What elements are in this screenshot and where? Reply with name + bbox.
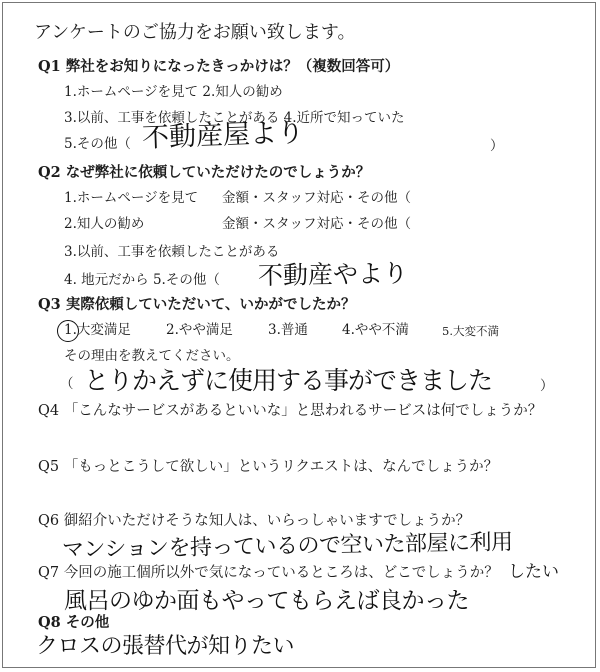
q6-question: Q6 御紹介いただけそうな知人は、いらっしゃいますでしょうか？ bbox=[38, 513, 471, 529]
q3-paren-open: （ bbox=[60, 376, 74, 392]
q2-option-1-reason: 金額・スタッフ対応・その他（ bbox=[222, 190, 411, 206]
q4-question: Q4 「こんなサービスがあるといいな」と思われるサービスは何でしょうか？ bbox=[38, 403, 543, 419]
q3-option-5: 5.大変不満 bbox=[442, 324, 499, 338]
q1-handwritten-answer: 不動産屋より bbox=[141, 117, 305, 154]
q2-option-2: 2.知人の勧め bbox=[64, 216, 145, 232]
q2-handwritten-answer: 不動産やより bbox=[257, 258, 409, 291]
q3-handwritten-answer: とりかえずに使用する事ができました bbox=[84, 366, 493, 395]
q1-question: Q1 弊社をお知りになったきっかけは？（複数回答可） bbox=[38, 58, 400, 75]
q1-other-close: ） bbox=[490, 138, 504, 154]
q2-option-3: 3.以前、工事を依頼したことがある bbox=[64, 244, 280, 260]
q2-question: Q2 なぜ弊社に依頼していただけたのでしょうか？ bbox=[38, 164, 371, 181]
q6-handwritten-answer-end: したい bbox=[508, 562, 559, 582]
q8-handwritten-answer: クロスの張替代が知りたい bbox=[36, 634, 295, 659]
q7-question: Q7 今回の施工個所以外で気になっているところは、どこでしょうか？ bbox=[38, 565, 499, 581]
q5-question: Q5 「もっとこうして欲しい」というリクエストは、なんでしょうか？ bbox=[38, 459, 499, 475]
q2-option-2-reason: 金額・スタッフ対応・その他（ bbox=[222, 216, 411, 232]
q6-handwritten-answer: マンションを持っているので空いた部屋に利用 bbox=[61, 530, 513, 563]
q3-reason-prompt: その理由を教えてください。 bbox=[64, 348, 240, 364]
q3-question: Q3 実際依頼していただいて、いかがでしたか？ bbox=[38, 296, 356, 313]
q2-option-1: 1.ホームページを見て bbox=[64, 190, 199, 206]
q3-option-1: 1.大変満足 bbox=[64, 322, 131, 338]
q3-option-2: 2.やや満足 bbox=[166, 322, 233, 338]
q3-option-4: 4.やや不満 bbox=[342, 322, 409, 338]
q2-option-4-5: 4. 地元だから 5.その他（ bbox=[64, 272, 220, 288]
q3-paren-close: ） bbox=[540, 378, 554, 394]
q7-handwritten-answer: 風呂のゆか面もやってもらえば良かった bbox=[64, 588, 469, 614]
survey-title: アンケートのご協力をお願い致します。 bbox=[34, 22, 356, 43]
q1-other-label: 5.その他（ bbox=[64, 136, 131, 152]
q1-options-row1: 1.ホームページを見て 2.知人の勧め bbox=[64, 84, 283, 100]
q3-option-3: 3.普通 bbox=[268, 322, 308, 338]
q1-options-row2: 3.以前、工事を依頼したことがある 4.近所で知っていた bbox=[64, 110, 405, 126]
q8-question: Q8 その他 bbox=[38, 614, 110, 631]
